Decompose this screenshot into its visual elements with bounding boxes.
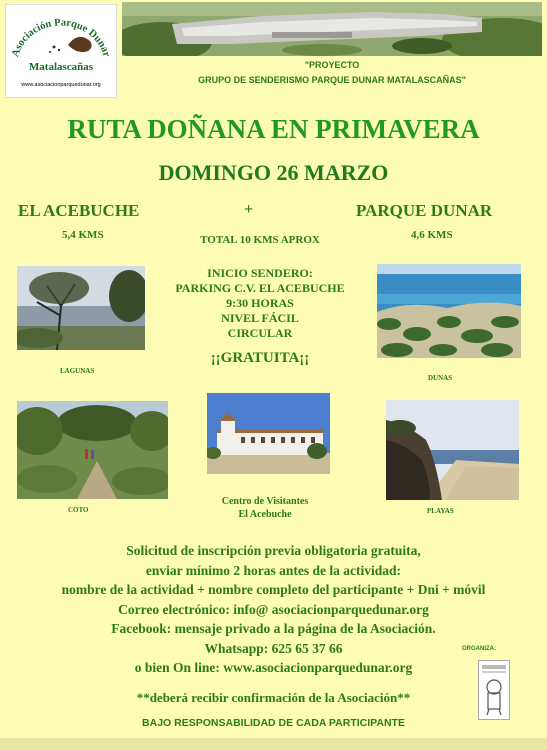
association-logo [5,4,117,98]
svg-text:Asociación Parque Dunar [10,17,112,58]
logo-name: Matalascañas [28,61,94,73]
instruction-line: Whatsapp: 625 65 37 66 [204,640,343,656]
registration-instructions [0,541,547,678]
instruction-line: Correo electrónico: info@ asociacionparquedunar.org [118,601,429,617]
organiza-label: ORGANIZA: [462,646,496,652]
trail-info-time: 9:30 HORAS [226,296,294,310]
route-right-distance: 4,6 KMS [411,229,453,241]
trail-info-level: NIVEL FÁCIL [221,311,299,325]
visitor-center-caption-line1: Centro de Visitantes [221,496,309,507]
logo-url: www.asociacionparquedunar.org [21,82,101,88]
instruction-line: Facebook: mensaje privado a la página de la Asociación. [111,621,436,636]
confirmation-note: **deberá recibir confirmación de la Asociación** [136,690,411,705]
event-date: DOMINGO 26 MARZO [158,160,389,185]
lagunas-photo [17,266,145,350]
responsibility-note: BAJO RESPONSABILIDAD DE CADA PARTICIPANTE [142,717,405,729]
logo-arc-text: Asociación Parque Dunar [10,17,112,59]
trail-info-type: CIRCULAR [227,326,293,340]
route-total-distance: TOTAL 10 KMS APROX [200,234,320,246]
instruction-line: nombre de la actividad + nombre completo del participante + Dni + móvil [61,582,486,597]
visitor-center-caption [200,495,330,521]
dunas-photo [377,264,521,358]
project-line: "PROYECTO [304,60,360,70]
trail-info-start: INICIO SENDERO: [207,266,313,280]
instruction-line: o bien On line: www.asociacionparquedunar.org [134,660,413,675]
coto-caption: COTO [68,506,89,514]
visitor-center-photo [207,393,330,474]
dunas-caption: DUNAS [428,374,453,382]
route-right-name: PARQUE DUNAR [356,201,493,220]
playas-photo [386,400,519,500]
trail-info [150,266,370,341]
lagunas-caption: LAGUNAS [60,367,95,375]
group-line: GRUPO DE SENDERISMO PARQUE DUNAR MATALASCAÑAS" [198,75,466,85]
route-left-name: EL ACEBUCHE [18,201,140,220]
coto-photo [17,401,168,499]
instruction-line: Solicitud de inscripción previa obligatoria gratuita, [126,543,421,558]
visitor-center-caption-line2: El Acebuche [238,509,292,520]
instruction-line: enviar mínimo 2 horas antes de la actividad: [145,562,402,578]
route-left-distance: 5,4 KMS [62,229,104,241]
route-plus-sign: + [244,201,254,218]
playas-caption: PLAYAS [427,507,454,515]
bottom-strip [0,738,547,750]
visitor-center-aerial-photo [122,2,542,56]
page-title: RUTA DOÑANA EN PRIMAVERA [67,114,480,144]
free-badge: ¡¡GRATUITA¡¡ [210,350,310,366]
trail-info-parking: PARKING C.V. EL ACEBUCHE [175,281,345,295]
